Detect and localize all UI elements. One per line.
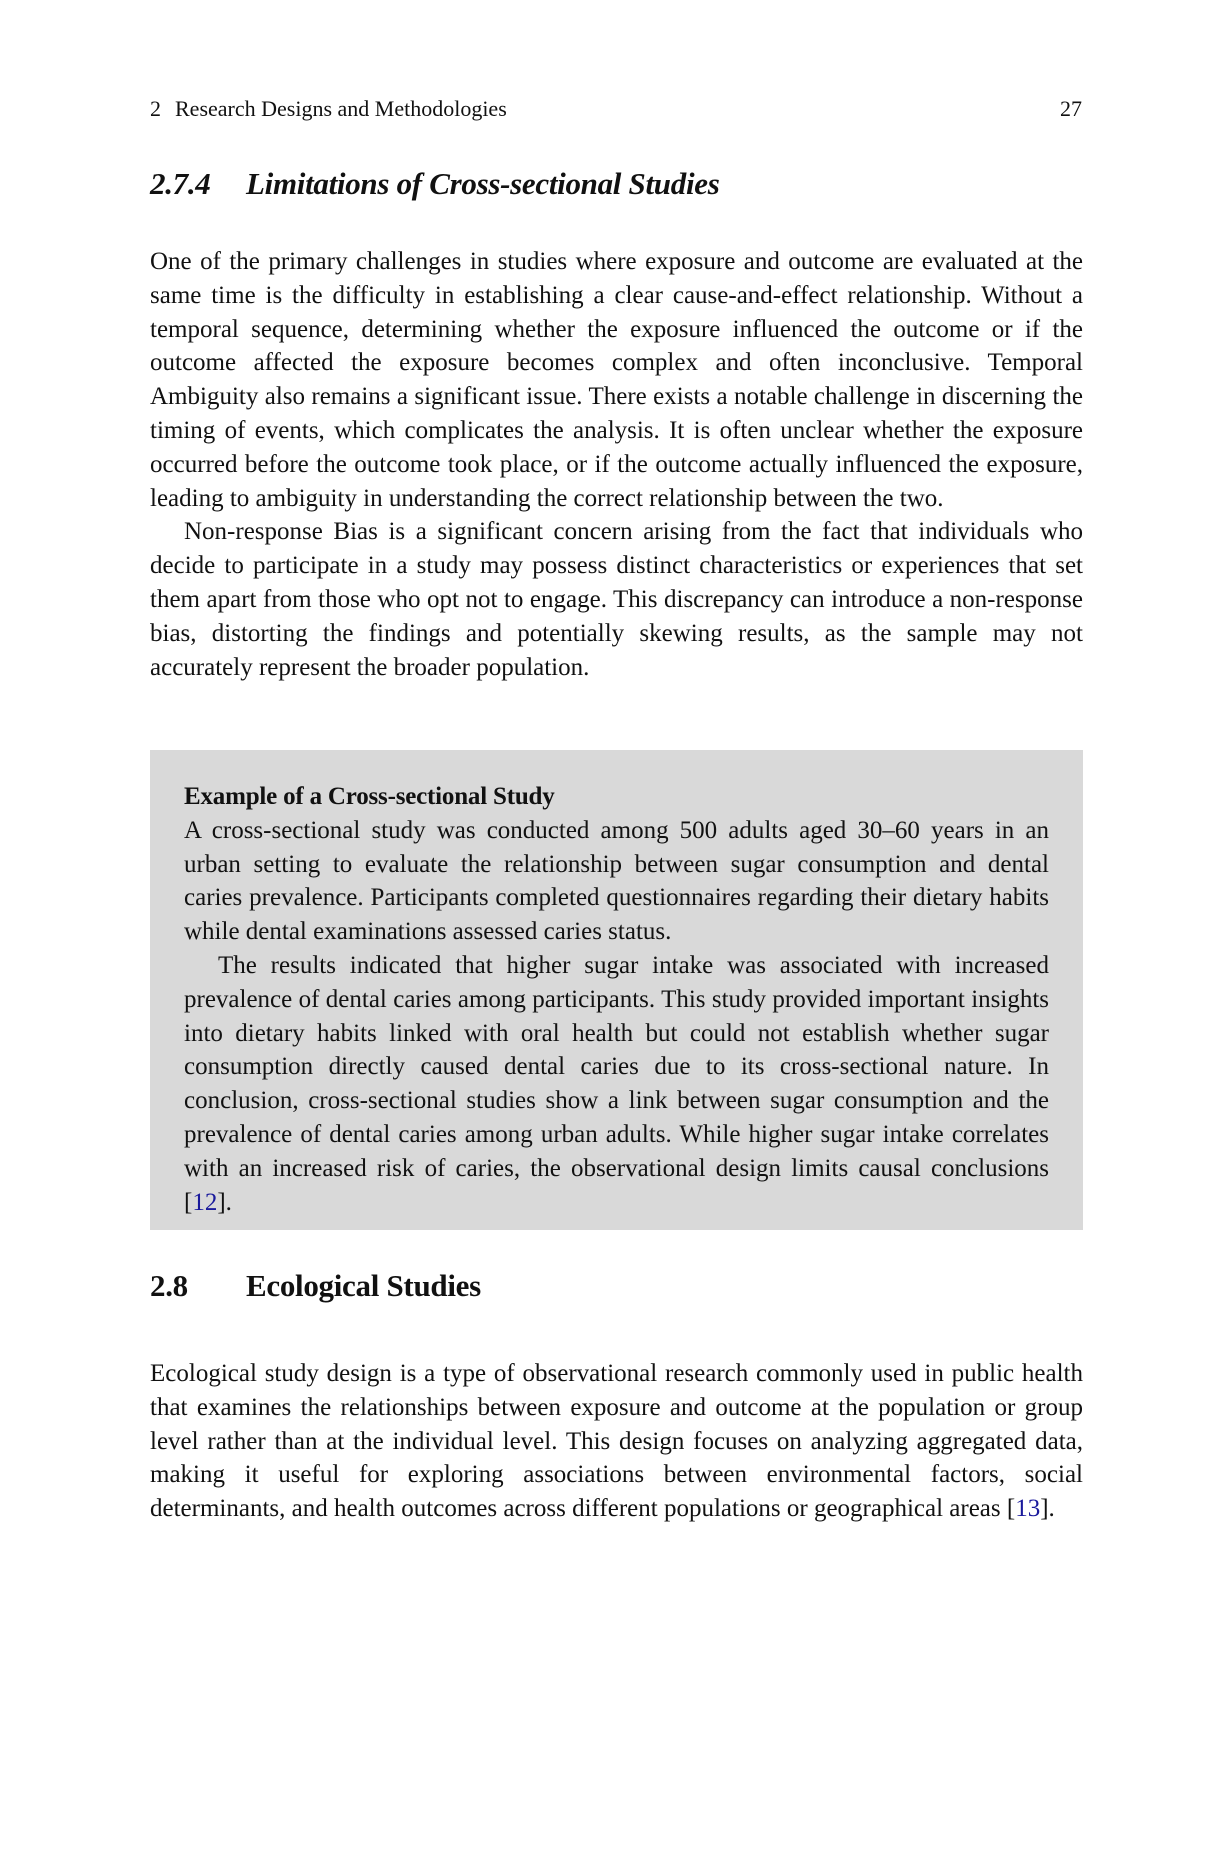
section-2-7-4-body <box>150 245 1083 684</box>
citation-link-13[interactable]: 13 <box>1015 1495 1041 1523</box>
paragraph-ecological-text: Ecological study design is a type of observational research commonly used in public health that examines the relationships between exposure and outcome at the population or group level rather than at the individual level. This design focuses on analyzing aggregated data, making it useful for exploring associations between environmental factors, social determinants, and health outcomes across different populations or geographical areas <box>150 1360 1083 1523</box>
section-2-8-body <box>150 1357 1083 1526</box>
section-number: 2.7.4 <box>150 166 211 201</box>
running-header <box>150 96 1082 122</box>
paragraph-non-response-bias: Non-response Bias is a significant concern arising from the fact that individuals who decide to participate in a study may possess distinct characteristics or experiences that set them apart from those who opt not to engage. This discrepancy can introduce a non-response bias, distorting the findings and potentially skewing results, as the sample may not accurately represent the broader population. <box>150 518 1083 681</box>
section-heading-2-7-4 <box>150 166 719 202</box>
example-box <box>150 750 1083 1230</box>
section-number: 2.8 <box>150 1268 188 1303</box>
example-box-title: Example of a Cross-sectional Study <box>184 783 555 810</box>
page-number: 27 <box>1060 96 1082 121</box>
section-heading-2-8 <box>150 1268 481 1304</box>
example-paragraph-1: A cross-sectional study was conducted among 500 adults aged 30–60 years in an urban setting to evaluate the relationship between sugar consumption and dental caries prevalence. Participants completed questionnaires regarding their dietary habits while dental examinations assessed caries status. <box>184 816 1049 946</box>
paragraph-ecological-design: Ecological study design is a type of observational research commonly used in public health that examines the relationships between exposure and outcome at the population or group level rather than at the individual level. This design focuses on analyzing aggregated data, making it useful for exploring associations between environmental factors, social determinants, and health outcomes across different populations or geographical areas [13]. <box>150 1360 1083 1523</box>
paragraph-temporal-ambiguity: One of the primary challenges in studies where exposure and outcome are evaluated at the same time is the difficulty in establishing a clear cause-and-effect relationship. Without a temporal sequence, determining whether the exposure influenced the outcome or if the outcome affected the exposure becomes complex and often inconclusive. Temporal Ambiguity also remains a significant issue. There exists a notable challenge in discerning the timing of events, which complicates the analysis. It is often unclear whether the exposure occurred before the outcome took place, or if the outcome actually influenced the exposure, leading to ambiguity in understanding the correct relationship between the two. <box>150 248 1083 512</box>
running-header-title <box>150 96 507 122</box>
chapter-title: Research Designs and Methodologies <box>175 96 507 121</box>
section-title: Limitations of Cross-sectional Studies <box>246 166 720 201</box>
example-paragraph-2: The results indicated that higher sugar intake was associated with increased prevalence of dental caries among participants. This study provided important insights into dietary habits linked with oral health but could not establish whether sugar consumption directly caused dental caries due to its cross-sectional nature. In conclusion, cross-sectional studies show a link between sugar consumption and the prevalence of dental caries among urban adults. While higher sugar intake correlates with an increased risk of caries, the observational design limits causal conclusions [12]. <box>184 951 1049 1216</box>
section-title: Ecological Studies <box>246 1268 481 1303</box>
citation-link-12[interactable]: 12 <box>192 1188 218 1216</box>
chapter-number: 2 <box>150 96 161 121</box>
example-paragraph-2-text: The results indicated that higher sugar intake was associated with increased prevalence of dental caries among participants. This study provided important insights into dietary habits linked with oral health but could not establish whether sugar consumption directly caused dental caries due to its cross-sectional nature. In conclusion, cross-sectional studies show a link between sugar consumption and the prevalence of dental caries among urban adults. While higher sugar intake correlates with an increased risk of caries, the observational design limits causal conclusions <box>184 951 1049 1182</box>
